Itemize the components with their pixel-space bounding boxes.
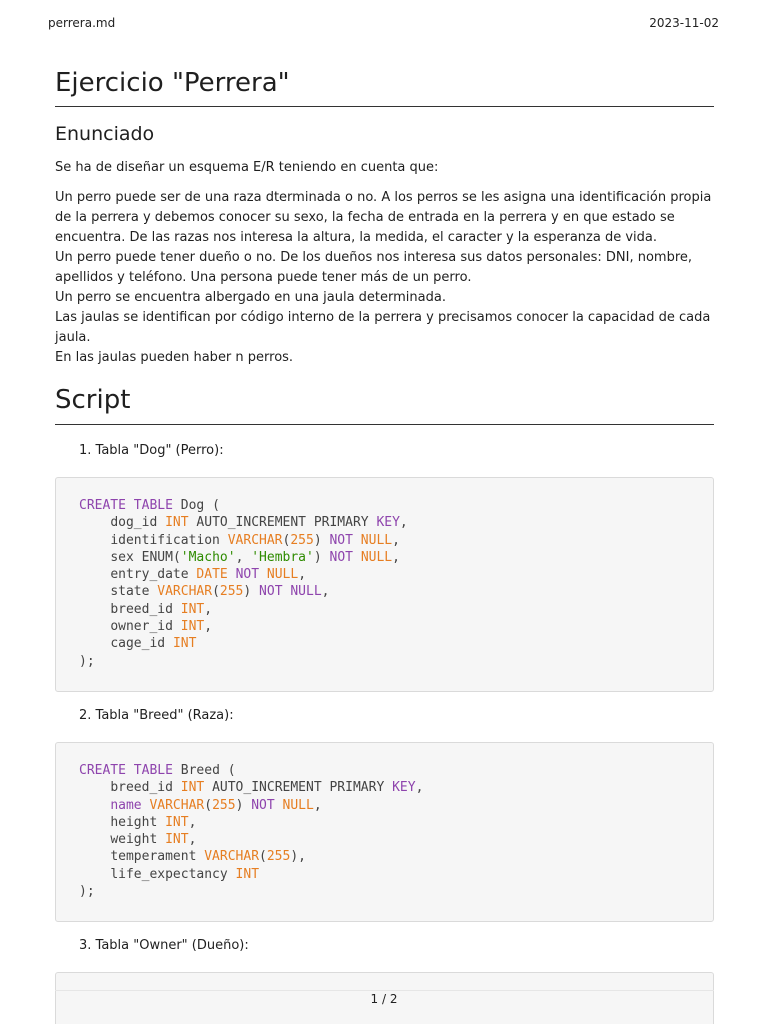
page-header: [48, 16, 719, 30]
document-title: Ejercicio "Perrera": [55, 64, 714, 107]
script-heading: Script: [55, 382, 714, 425]
footer-divider: [55, 990, 714, 991]
enunciado-line: Un perro puede tener dueño o no. De los dueños nos interesa sus datos personales: DNI, nombre, apellidos y teléfono. Una persona puede tener más de un perro.: [55, 250, 693, 285]
enunciado-paragraph: [55, 188, 714, 368]
step-dog-label: 1. Tabla "Dog" (Perro):: [79, 443, 224, 458]
enunciado-line: Un perro se encuentra albergado en una jaula determinada.: [55, 290, 446, 305]
enunciado-intro: Se ha de diseñar un esquema E/R teniendo en cuenta que:: [55, 160, 439, 175]
code-block-dog: CREATE TABLE Dog ( dog_id INT AUTO_INCREMENT PRIMARY KEY, identification VARCHAR(255) NOT NULL, sex ENUM('Macho', 'Hembra') NOT NULL, entry_date DATE NOT NULL, state VARCHAR(255) NOT NULL, breed_id INT, owner_id INT, cage_id INT );: [55, 477, 714, 692]
step-breed-label: 2. Tabla "Breed" (Raza):: [79, 707, 234, 723]
enunciado-line: Las jaulas se identifican por código interno de la perrera y precisamos conocer la capacidad de cada jaula.: [55, 310, 711, 345]
print-date: 2023-11-02: [649, 16, 719, 30]
enunciado-heading: Enunciado: [55, 123, 155, 145]
enunciado-line: Un perro puede ser de una raza dterminada o no. A los perros se les asigna una identificación propia de la perrera y debemos conocer su sexo, la fecha de entrada en la perrera y en que estado se encuentra. De las razas nos interesa la altura, la medida, el caracter y la esperanza de vida.: [55, 190, 712, 245]
document-body: [55, 64, 714, 1024]
step-owner-label: 3. Tabla "Owner" (Dueño):: [79, 938, 249, 954]
file-name: perrera.md: [48, 16, 116, 30]
enunciado-line: En las jaulas pueden haber n perros.: [55, 350, 294, 365]
code-block-breed: CREATE TABLE Breed ( breed_id INT AUTO_INCREMENT PRIMARY KEY, name VARCHAR(255) NOT NULL, height INT, weight INT, temperament VARCHAR(255), life_expectancy INT );: [55, 742, 714, 922]
page-number: 1 / 2: [370, 992, 398, 1006]
